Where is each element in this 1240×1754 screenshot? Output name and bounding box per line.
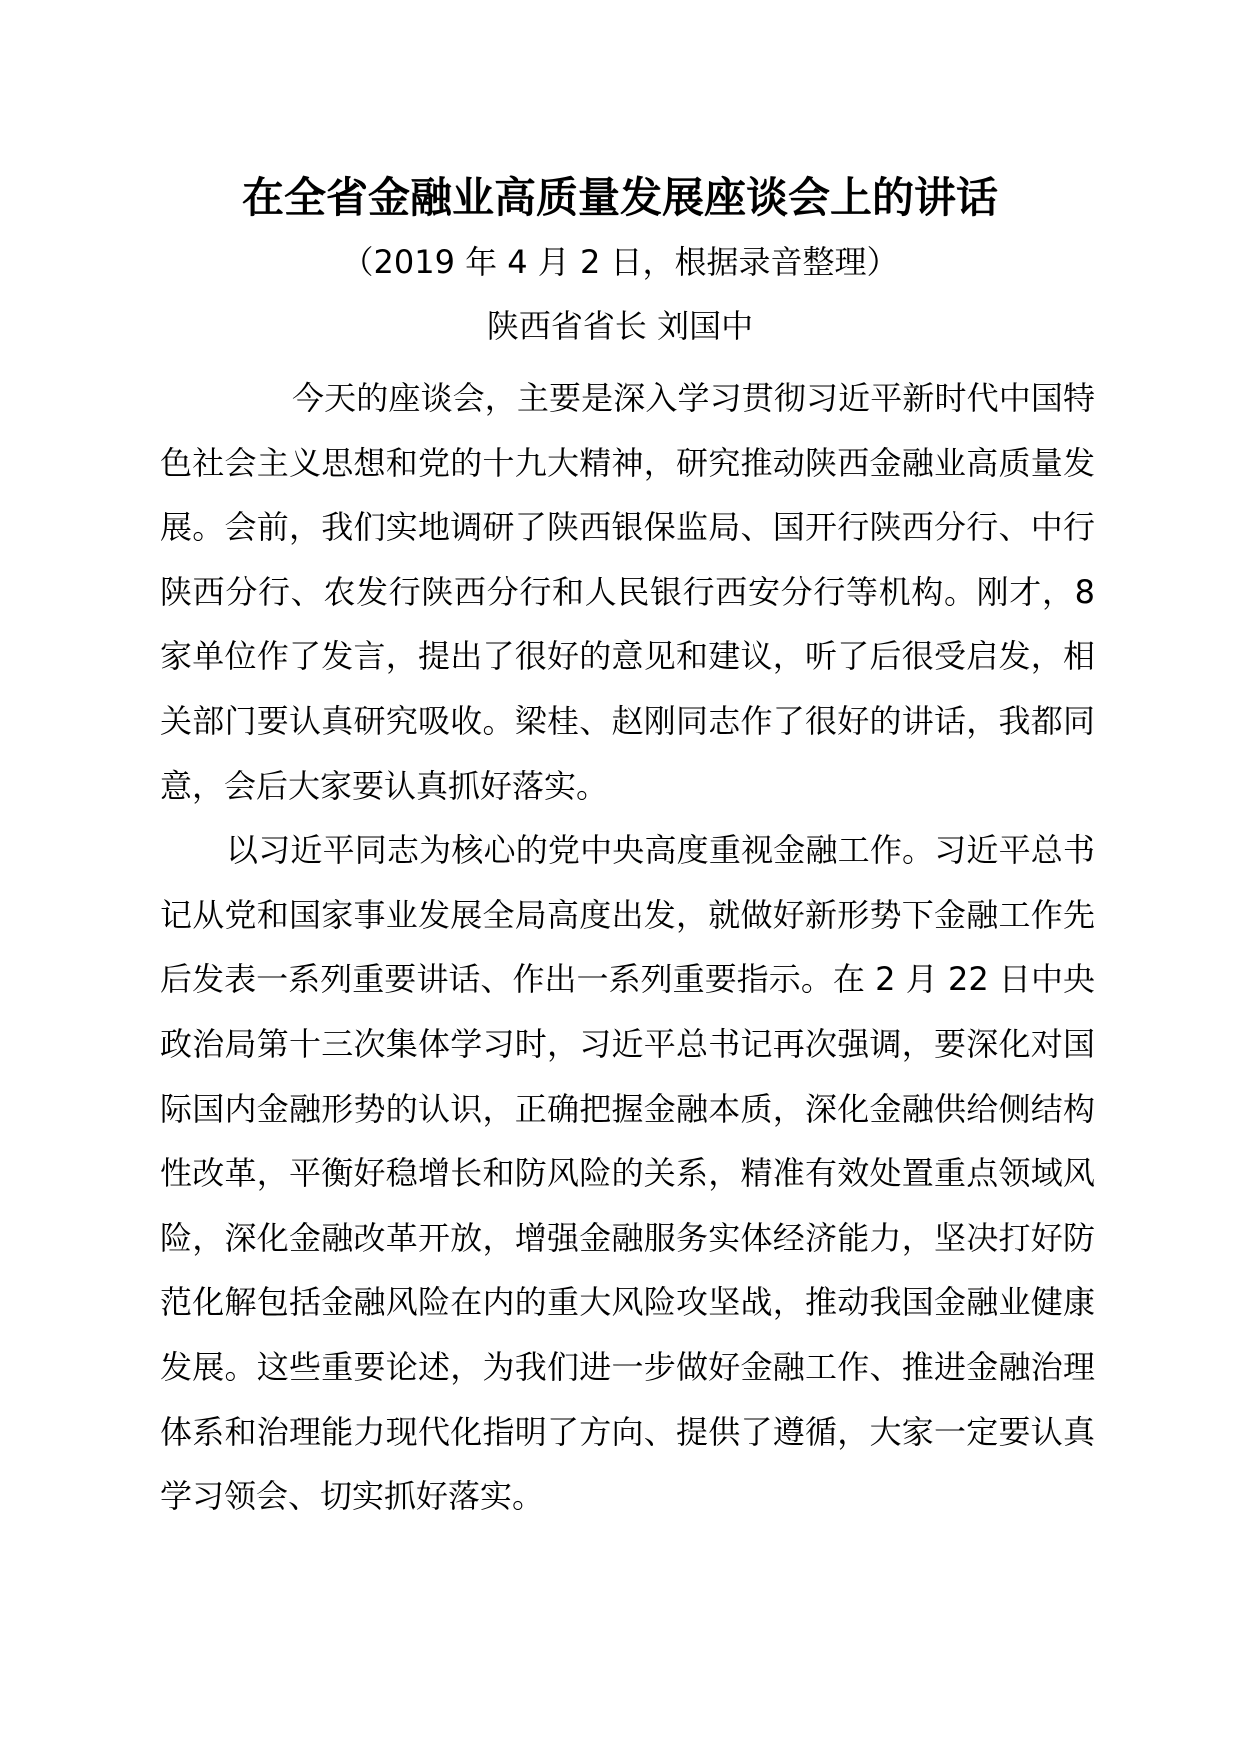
paragraph-2: 以习近平同志为核心的党中央高度重视金融工作。习近平总书记从党和国家事业发展全局高度出发，就做好新形势下金融工作先后发表一系列重要讲话、作出一系列重要指示。在 2 月 22 日中央政治局第十三次集体学习时，习近平总书记再次强调，要深化对国际国内金融形势的认识，正确把握金融本质，深化金融供给侧结构性改革，平衡好稳增长和防风险的关系，精准有效处置重点领域风险，深化金融改革开放，增强金融服务实体经济能力，坚决打好防范化解包括金融风险在内的重大风险攻坚战，推动我国金融业健康发展。这些重要论述，为我们进一步做好金融工作、推进金融治理体系和治理能力现代化指明了方向、提供了遵循，大家一定要认真学习领会、切实抓好落实。 [160, 831, 1095, 1516]
document-subtitle: （2019 年 4 月 2 日，根据录音整理） [341, 243, 899, 281]
document-body [160, 366, 1095, 1529]
document-title: 在全省金融业高质量发展座谈会上的讲话 [241, 173, 998, 222]
document-author: 陕西省省长 刘国中 [486, 307, 754, 345]
paragraph-1: 今天的座谈会，主要是深入学习贯彻习近平新时代中国特色社会主义思想和党的十九大精神，研究推动陕西金融业高质量发展。会前，我们实地调研了陕西银保监局、国开行陕西分行、中行陕西分行、农发行陕西分行和人民银行西安分行等机构。刚才，8 家单位作了发言，提出了很好的意见和建议，听了后很受启发，相关部门要认真研究吸收。梁桂、赵刚同志作了很好的讲话，我都同意，会后大家要认真抓好落实。 [160, 379, 1095, 805]
